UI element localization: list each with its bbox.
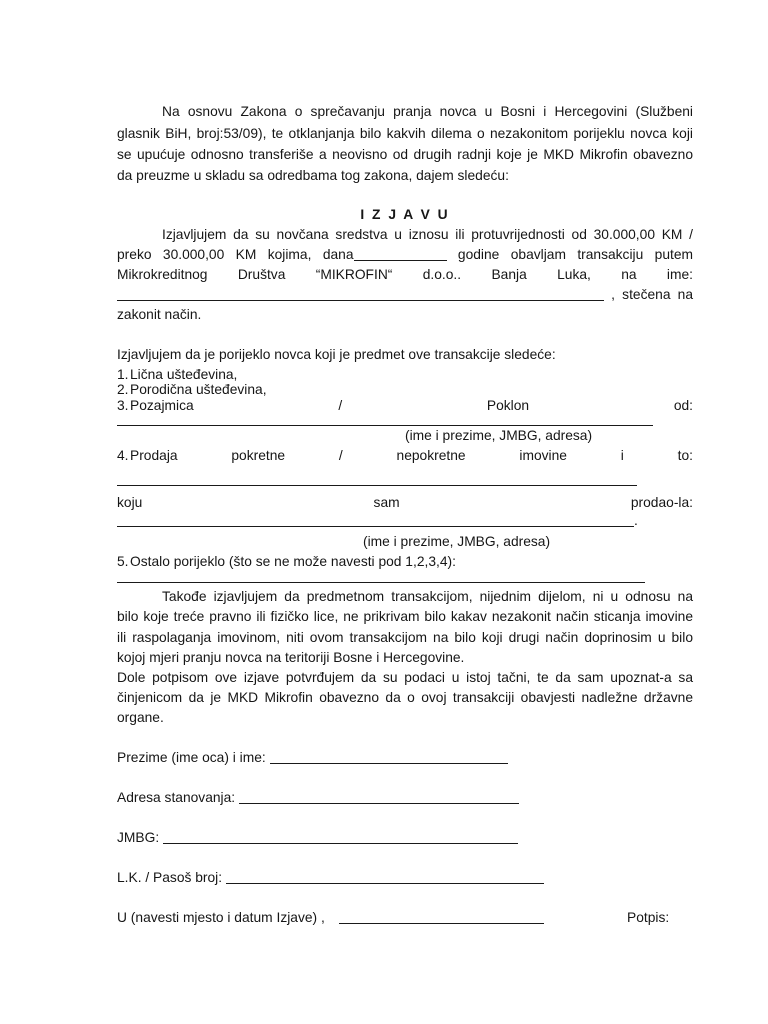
address-field[interactable]: [239, 791, 519, 804]
declaration-line: organe.: [117, 710, 164, 725]
origin-item: [117, 553, 693, 571]
intro-line: Na osnovu Zakona o sprečavanju pranja novca u Bosni i Hercegovini (Službeni: [162, 104, 693, 119]
field-label: JMBG:: [117, 830, 160, 845]
buyer-details-blank[interactable]: [117, 514, 634, 527]
item-number: 4.: [117, 448, 129, 463]
intro-line: da preuzme u skladu sa odredbama tog zakona, dajem sledeću:: [117, 168, 509, 183]
buyer-line: [117, 512, 693, 530]
item-label: Prodaja pokretne / nepokretne imovine i to:: [130, 448, 693, 463]
item-label: Lična ušteđevina,: [130, 367, 238, 382]
beneficiary-name-blank[interactable]: [117, 288, 604, 301]
item-number: 1.: [117, 367, 129, 382]
item-continuation: koju sam prodao-la:: [117, 495, 693, 510]
line-end-period: .: [634, 513, 638, 528]
statement-line: [117, 286, 693, 304]
intro-line: glasnik BiH, broj:53/09), te otklanjanja bilo kakvih dilema o nezakonitom porijeklu novca koji: [117, 126, 693, 141]
field-label: U (navesti mjesto i datum Izjave) ,: [117, 910, 325, 925]
item-number: 3.: [117, 398, 129, 413]
declaration-line: kojoj mjeri pranju novca na teritoriji Bosne i Hercegovine.: [117, 650, 465, 665]
surname-name-field[interactable]: [270, 751, 508, 764]
field-row-name: [117, 749, 693, 767]
declaration-line: bilo koje treće pravno ili fizičko lice, ne prikrivam bilo kakav nezakonit način sticanja imovine: [117, 609, 693, 624]
intro-line: se upućuje odnosno transferiše a neovisno od drugih radnji koje je MKD Mikrofin obavezno: [117, 147, 693, 162]
item-number: 5.: [117, 554, 129, 569]
declaration-line: ili raspolaganja imovinom, niti ovom transakcijom na bilo koji drugi način doprinosim u bilo: [117, 630, 693, 645]
statement-line: zakonit način.: [117, 307, 202, 322]
id-passport-field[interactable]: [226, 871, 544, 884]
origin-item: [117, 397, 693, 415]
item-label: Ostalo porijeklo (što se ne može navesti pod 1,2,3,4):: [130, 554, 456, 569]
statement-line: Mikrokreditnog Društva “MIKROFIN“ d.o.o.. Banja Luka, na ime:: [117, 267, 693, 282]
statement-text: , stečena na: [611, 287, 693, 302]
field-row-id-passport: [117, 869, 693, 887]
field-hint: (ime i prezime, JMBG, adresa): [405, 428, 593, 443]
lender-details-blank[interactable]: [117, 425, 653, 426]
field-label: Prezime (ime oca) i ime:: [117, 750, 266, 765]
item-label: Pozajmica / Poklon od:: [130, 398, 693, 413]
signature-label: Potpis:: [627, 910, 670, 925]
declaration-line: činjenicom da je MKD Mikrofin obavezno da o ovoj transakciji obavjesti nadležne državne: [117, 690, 693, 705]
item-label: Porodična ušteđevina,: [130, 382, 267, 397]
transaction-date-blank[interactable]: [354, 248, 447, 261]
declaration-line: Dole potpisom ove izjave potvrđujem da su podaci u istoj tačni, te da sam upoznat-a sa: [117, 670, 693, 685]
sold-property-blank[interactable]: [117, 485, 637, 486]
origin-item: [117, 447, 693, 465]
field-row-jmbg: [117, 829, 693, 847]
jmbg-field[interactable]: [163, 831, 518, 844]
origin-heading: Izjavljujem da je porijeklo novca koji je predmet ove transakcije sledeće:: [117, 347, 556, 362]
field-label: L.K. / Pasoš broj:: [117, 870, 223, 885]
field-hint: (ime i prezime, JMBG, adresa): [363, 534, 551, 549]
statement-text: preko 30.000,00 KM kojima, dana: [117, 247, 354, 262]
document-title: I Z J A V U: [360, 207, 450, 222]
statement-text: godine obavljam transakciju putem: [457, 247, 693, 262]
field-row-place-date: [117, 909, 557, 927]
place-date-field[interactable]: [339, 911, 544, 924]
statement-line: Izjavljujem da su novčana sredstva u iznosu ili protuvrijednosti od 30.000,00 KM /: [162, 227, 693, 242]
item-number: 2.: [117, 382, 129, 397]
field-label: Adresa stanovanja:: [117, 790, 236, 805]
other-origin-blank[interactable]: [117, 582, 645, 583]
field-row-address: [117, 789, 693, 807]
declaration-line: Takođe izjavljujem da predmetnom transakcijom, nijednim dijelom, ni u odnosu na: [162, 589, 693, 604]
statement-line: [117, 246, 693, 264]
